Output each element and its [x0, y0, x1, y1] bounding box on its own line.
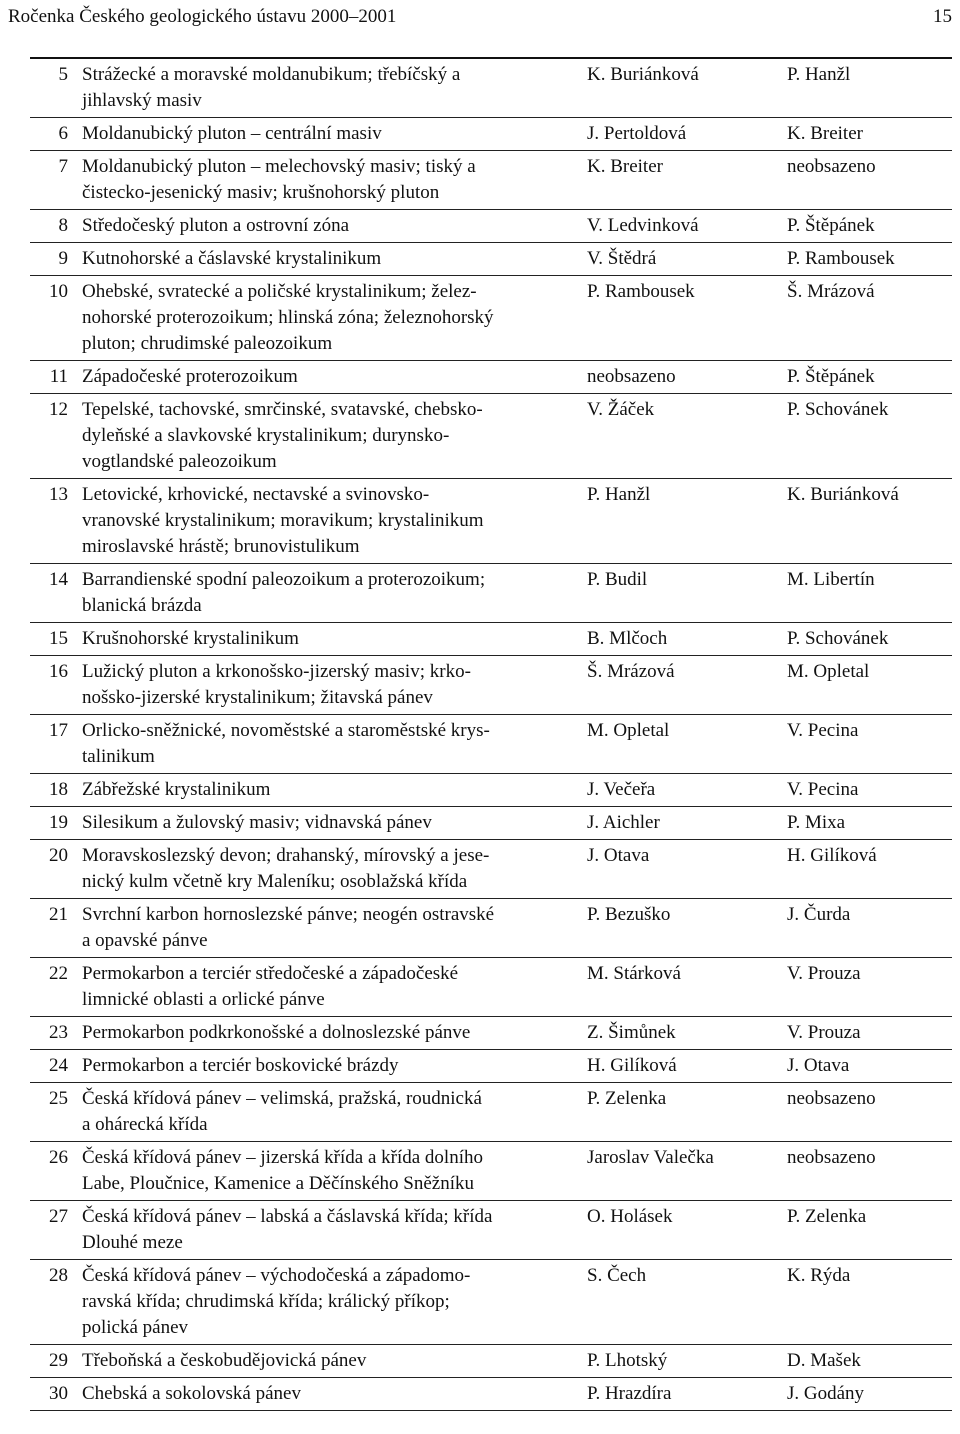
row-number: 18	[49, 779, 68, 800]
author-primary: V. Žáček	[587, 399, 655, 420]
region-name	[82, 1378, 587, 1411]
region-name-line: Česká křídová pánev – labská a čáslavská křída; křída	[82, 1206, 493, 1227]
author-secondary: P. Zelenka	[787, 1206, 867, 1227]
region-name	[82, 1050, 587, 1083]
author-primary: K. Buriánková	[587, 64, 699, 85]
region-name-line: Svrchní karbon hornoslezské pánve; neogén ostravské	[82, 904, 495, 925]
region-name	[82, 118, 587, 151]
author-secondary: J. Godány	[787, 1383, 865, 1404]
row-number: 17	[49, 720, 68, 741]
author-secondary: V. Pecina	[787, 720, 859, 741]
region-name-line: Strážecké a moravské moldanubikum; třebíčský a	[82, 64, 461, 85]
region-name-line: Moldanubický pluton – melechovský masiv; tiský a	[82, 156, 476, 177]
table-row	[30, 623, 952, 656]
region-name-line: a opavské pánve	[82, 930, 208, 951]
running-title: Ročenka Českého geologického ústavu 2000–2001	[8, 6, 397, 27]
row-number: 11	[49, 366, 68, 387]
author-secondary: P. Mixa	[787, 812, 846, 833]
author-primary: J. Aichler	[587, 812, 660, 833]
region-name-line: Česká křídová pánev – východočeská a západomo-	[82, 1265, 471, 1286]
region-name	[82, 361, 587, 394]
row-number: 14	[49, 569, 68, 590]
region-name	[82, 564, 587, 623]
row-number: 21	[49, 904, 68, 925]
row-number: 22	[49, 963, 68, 984]
table-row	[30, 276, 952, 361]
row-number: 20	[49, 845, 68, 866]
author-primary: Z. Šimůnek	[587, 1022, 676, 1043]
author-secondary: P. Rambousek	[787, 248, 895, 269]
author-primary: M. Stárková	[587, 963, 681, 984]
region-name	[82, 807, 587, 840]
region-name-line: Západočeské proterozoikum	[82, 366, 298, 387]
author-primary: P. Budil	[587, 569, 648, 590]
author-secondary: V. Prouza	[787, 1022, 861, 1043]
region-name	[82, 1142, 587, 1201]
region-name-line: Letovické, krhovické, nectavské a svinovsko-	[82, 484, 430, 505]
author-secondary: M. Libertín	[787, 569, 875, 590]
region-name-line: nický kulm včetně kry Maleníku; osoblažská křída	[82, 871, 468, 892]
table-row	[30, 118, 952, 151]
row-number: 7	[58, 156, 68, 177]
table-row	[30, 1083, 952, 1142]
region-name	[82, 656, 587, 715]
region-name-line: Dlouhé meze	[82, 1232, 183, 1253]
row-number: 29	[49, 1350, 68, 1371]
region-name-line: Krušnohorské krystalinikum	[82, 628, 299, 649]
author-primary: S. Čech	[587, 1265, 647, 1286]
author-secondary: K. Rýda	[787, 1265, 851, 1286]
region-name	[82, 1201, 587, 1260]
author-primary: neobsazeno	[587, 366, 676, 387]
author-primary: H. Gilíková	[587, 1055, 677, 1076]
row-number: 13	[49, 484, 68, 505]
region-name-line: a ohárecká křída	[82, 1114, 208, 1135]
table-row	[30, 899, 952, 958]
region-name	[82, 210, 587, 243]
region-name	[82, 1017, 587, 1050]
region-name-line: Zábřežské krystalinikum	[82, 779, 271, 800]
region-name-line: Orlicko-sněžnické, novoměstské a staroměstské krys-	[82, 720, 490, 741]
region-name-line: blanická brázda	[82, 595, 202, 616]
author-secondary: V. Pecina	[787, 779, 859, 800]
author-secondary: P. Schovánek	[787, 628, 889, 649]
region-name-line: limnické oblasti a orlické pánve	[82, 989, 325, 1010]
region-name-line: nošsko-jizerské krystalinikum; žitavská pánev	[82, 687, 433, 708]
author-secondary: neobsazeno	[787, 156, 876, 177]
row-number: 10	[49, 281, 68, 302]
row-number: 16	[49, 661, 68, 682]
author-secondary: D. Mašek	[787, 1350, 861, 1371]
table-row	[30, 479, 952, 564]
table-row	[30, 1142, 952, 1201]
region-name-line: Barrandienské spodní paleozoikum a proterozoikum;	[82, 569, 486, 590]
region-name	[82, 899, 587, 958]
region-name	[82, 1260, 587, 1345]
author-secondary: K. Breiter	[787, 123, 863, 144]
author-secondary: P. Štěpánek	[787, 366, 875, 387]
region-name-line: Moldanubický pluton – centrální masiv	[82, 123, 382, 144]
region-name-line: Tepelské, tachovské, smrčinské, svatavské, chebsko-	[82, 399, 483, 420]
table-row	[30, 1201, 952, 1260]
region-name-line: polická pánev	[82, 1317, 189, 1338]
row-number: 28	[49, 1265, 68, 1286]
row-number: 27	[49, 1206, 68, 1227]
table-row	[30, 210, 952, 243]
region-name-line: dyleňské a slavkovské krystalinikum; durynsko-	[82, 425, 450, 446]
author-primary: Š. Mrázová	[587, 661, 675, 682]
region-name-line: Permokarbon a terciér středočeské a západočeské	[82, 963, 459, 984]
author-primary: P. Hrazdíra	[587, 1383, 672, 1404]
region-name-line: Lužický pluton a krkonošsko-jizerský masiv; krko-	[82, 661, 471, 682]
region-name-line: Česká křídová pánev – jizerská křída a křída dolního	[82, 1147, 483, 1168]
region-name-line: ravská křída; chrudimská křída; králický příkop;	[82, 1291, 450, 1312]
table-row	[30, 58, 952, 118]
table-row	[30, 1260, 952, 1345]
author-primary: O. Holásek	[587, 1206, 673, 1227]
region-name	[82, 1345, 587, 1378]
region-name-line: Moravskoslezský devon; drahanský, mírovský a jese-	[82, 845, 490, 866]
region-name	[82, 715, 587, 774]
region-name	[82, 394, 587, 479]
table-row	[30, 564, 952, 623]
region-name-line: čistecko-jesenický masiv; krušnohorský pluton	[82, 182, 440, 203]
region-name-line: talinikum	[82, 746, 155, 767]
author-primary: J. Otava	[587, 845, 650, 866]
table-row	[30, 807, 952, 840]
region-name	[82, 58, 587, 118]
region-name-line: Chebská a sokolovská pánev	[82, 1383, 301, 1404]
region-name	[82, 623, 587, 656]
region-name	[82, 840, 587, 899]
table-row	[30, 840, 952, 899]
region-name-line: Ohebské, svratecké a poličské krystalinikum; želez-	[82, 281, 477, 302]
region-name-line: miroslavské hrástě; brunovistulikum	[82, 536, 360, 557]
author-secondary: H. Gilíková	[787, 845, 877, 866]
region-name	[82, 151, 587, 210]
author-secondary: P. Štěpánek	[787, 215, 875, 236]
region-name-line: Permokarbon a terciér boskovické brázdy	[82, 1055, 399, 1076]
author-primary: P. Lhotský	[587, 1350, 668, 1371]
table-row	[30, 958, 952, 1017]
row-number: 26	[49, 1147, 68, 1168]
author-secondary: P. Hanžl	[787, 64, 851, 85]
row-number: 23	[49, 1022, 68, 1043]
region-name-line: vranovské krystalinikum; moravikum; krystalinikum	[82, 510, 484, 531]
author-primary: P. Rambousek	[587, 281, 695, 302]
row-number: 25	[49, 1088, 68, 1109]
row-number: 8	[58, 215, 68, 236]
table-row	[30, 394, 952, 479]
table-row	[30, 361, 952, 394]
row-number: 5	[58, 64, 68, 85]
row-number: 15	[49, 628, 68, 649]
region-name-line: vogtlandské paleozoikum	[82, 451, 277, 472]
region-name-line: Kutnohorské a čáslavské krystalinikum	[82, 248, 382, 269]
author-primary: K. Breiter	[587, 156, 663, 177]
table-row	[30, 151, 952, 210]
table-row	[30, 1017, 952, 1050]
region-name	[82, 276, 587, 361]
author-primary: J. Večeřa	[587, 779, 656, 800]
author-primary: M. Opletal	[587, 720, 670, 741]
region-name-line: Třeboňská a českobudějovická pánev	[82, 1350, 367, 1371]
table-row	[30, 1050, 952, 1083]
map-sheet-table	[30, 57, 952, 1411]
region-name	[82, 774, 587, 807]
author-primary: V. Ledvinková	[587, 215, 699, 236]
table-row	[30, 774, 952, 807]
region-name-line: pluton; chrudimské paleozoikum	[82, 333, 333, 354]
author-primary: Jaroslav Valečka	[587, 1147, 714, 1168]
row-number: 30	[49, 1383, 68, 1404]
author-secondary: neobsazeno	[787, 1147, 876, 1168]
row-number: 6	[58, 123, 68, 144]
author-secondary: M. Opletal	[787, 661, 870, 682]
author-primary: J. Pertoldová	[587, 123, 687, 144]
region-name-line: Silesikum a žulovský masiv; vidnavská pánev	[82, 812, 432, 833]
region-name-line: nohorské proterozoikum; hlinská zóna; železnohorský	[82, 307, 494, 328]
table-row	[30, 656, 952, 715]
author-secondary: neobsazeno	[787, 1088, 876, 1109]
region-name	[82, 1083, 587, 1142]
row-number: 9	[58, 248, 68, 269]
author-primary: P. Zelenka	[587, 1088, 667, 1109]
region-name-line: Permokarbon podkrkonošské a dolnoslezské pánve	[82, 1022, 471, 1043]
author-secondary: V. Prouza	[787, 963, 861, 984]
page-header	[8, 0, 952, 30]
region-name	[82, 243, 587, 276]
row-number: 12	[49, 399, 68, 420]
table-row	[30, 1345, 952, 1378]
author-primary: B. Mlčoch	[587, 628, 668, 649]
page-number: 15	[933, 6, 952, 27]
region-name-line: jihlavský masiv	[82, 90, 202, 111]
author-secondary: K. Buriánková	[787, 484, 899, 505]
author-secondary: J. Čurda	[787, 904, 851, 925]
region-name	[82, 479, 587, 564]
table-body	[30, 58, 952, 1411]
author-primary: P. Hanžl	[587, 484, 651, 505]
row-number: 19	[49, 812, 68, 833]
row-number: 24	[49, 1055, 68, 1076]
region-name-line: Labe, Ploučnice, Kamenice a Děčínského Sněžníku	[82, 1173, 474, 1194]
region-name-line: Středočeský pluton a ostrovní zóna	[82, 215, 350, 236]
author-secondary: P. Schovánek	[787, 399, 889, 420]
region-name	[82, 958, 587, 1017]
region-name-line: Česká křídová pánev – velimská, pražská, roudnická	[82, 1088, 482, 1109]
author-secondary: J. Otava	[787, 1055, 850, 1076]
table-row	[30, 243, 952, 276]
author-secondary: Š. Mrázová	[787, 281, 875, 302]
table-row	[30, 1378, 952, 1411]
author-primary: P. Bezuško	[587, 904, 671, 925]
table-row	[30, 715, 952, 774]
author-primary: V. Štědrá	[587, 248, 657, 269]
